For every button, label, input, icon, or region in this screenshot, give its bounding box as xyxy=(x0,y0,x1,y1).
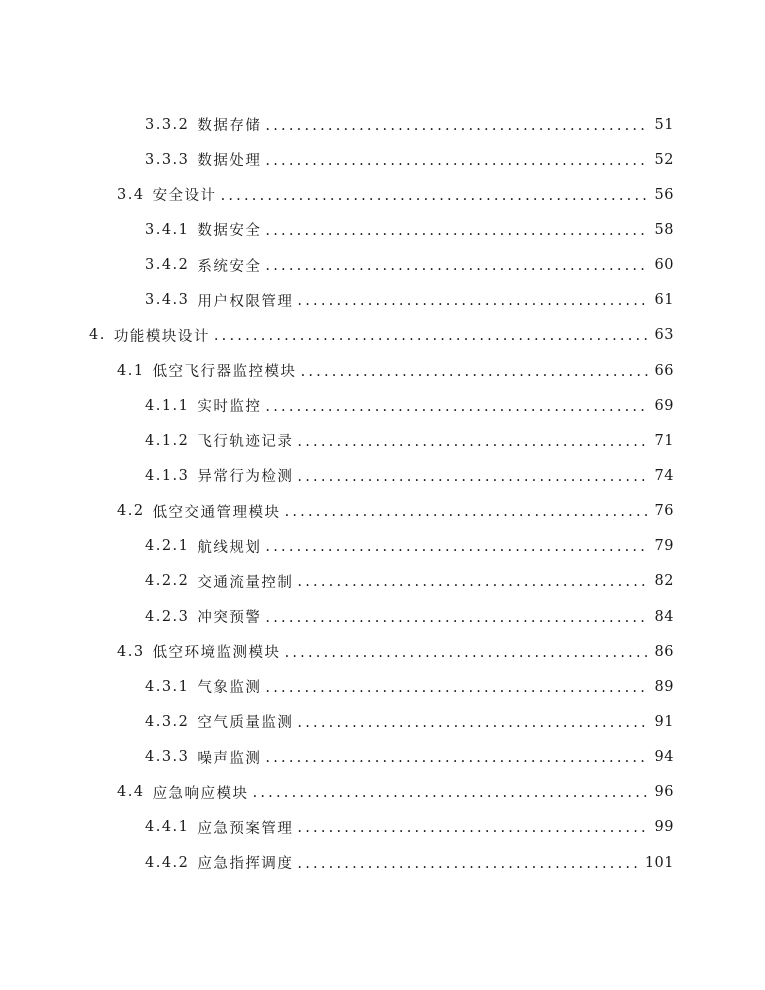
toc-entry-title: 交通流量控制 xyxy=(197,574,294,591)
toc-entry[interactable] xyxy=(0,529,765,564)
toc-entry-number: 4.1.1 xyxy=(145,397,190,414)
toc-dot-leader xyxy=(265,223,648,239)
toc-entry-title: 应急响应模块 xyxy=(152,785,249,802)
toc-entry[interactable] xyxy=(0,248,765,283)
toc-entry-title: 低空环境监测模块 xyxy=(152,645,281,662)
toc-entry-number: 4.3 xyxy=(117,643,145,660)
toc-dot-leader xyxy=(221,188,649,204)
toc-dot-leader xyxy=(285,504,649,520)
toc-entry[interactable] xyxy=(0,740,765,775)
toc-dot-leader xyxy=(253,785,649,801)
toc-entry-title: 功能模块设计 xyxy=(113,328,210,345)
toc-entry[interactable] xyxy=(0,142,765,177)
toc-entry-number: 4.3.2 xyxy=(145,713,190,730)
toc-entry-title: 低空飞行器监控模块 xyxy=(152,364,297,381)
toc-dot-leader xyxy=(265,118,648,134)
toc-dot-leader xyxy=(265,153,648,169)
toc-entry-page-number: 61 xyxy=(654,292,674,309)
toc-entry[interactable] xyxy=(0,423,765,458)
toc-entry-title: 异常行为检测 xyxy=(197,469,294,486)
toc-dot-leader xyxy=(297,293,648,309)
toc-entry-page-number: 82 xyxy=(654,573,674,590)
toc-entry[interactable] xyxy=(0,212,765,247)
toc-dot-leader xyxy=(265,539,648,555)
toc-entry[interactable] xyxy=(0,283,765,318)
toc-entry[interactable] xyxy=(0,704,765,739)
toc-entry[interactable] xyxy=(0,388,765,423)
toc-entry-number: 4.1 xyxy=(117,362,145,379)
toc-dot-leader xyxy=(297,820,648,836)
toc-entry-title: 系统安全 xyxy=(197,258,262,275)
toc-entry[interactable] xyxy=(0,318,765,353)
toc-entry-page-number: 63 xyxy=(654,327,674,344)
toc-dot-leader xyxy=(285,645,649,661)
toc-entry-number: 4.1.2 xyxy=(145,432,190,449)
toc-dot-leader xyxy=(265,750,648,766)
toc-entry-title: 空气质量监测 xyxy=(197,715,294,732)
toc-entry[interactable] xyxy=(0,564,765,599)
toc-entry-number: 3.4.1 xyxy=(145,221,190,238)
toc-entry-number: 4. xyxy=(89,327,106,344)
toc-entry-page-number: 69 xyxy=(654,397,674,414)
toc-entry-title: 数据存储 xyxy=(197,118,262,135)
toc-entry-title: 噪声监测 xyxy=(197,750,262,767)
toc-entry-title: 冲突预警 xyxy=(197,610,262,627)
toc-entry-page-number: 71 xyxy=(654,432,674,449)
toc-entry-page-number: 96 xyxy=(654,784,674,801)
toc-entry-title: 数据安全 xyxy=(197,223,262,240)
toc-entry[interactable] xyxy=(0,599,765,634)
toc-entry-page-number: 74 xyxy=(654,467,674,484)
toc-entry-page-number: 56 xyxy=(654,186,674,203)
toc-entry-number: 4.2.3 xyxy=(145,608,190,625)
toc-dot-leader xyxy=(265,610,648,626)
toc-entry-number: 3.3.2 xyxy=(145,116,190,133)
toc-entry-title: 低空交通管理模块 xyxy=(152,504,281,521)
toc-dot-leader xyxy=(265,258,648,274)
toc-entry-title: 应急预案管理 xyxy=(197,820,294,837)
toc-entry-number: 3.4.2 xyxy=(145,257,190,274)
toc-dot-leader xyxy=(297,574,648,590)
toc-entry[interactable] xyxy=(0,775,765,810)
toc-entry[interactable] xyxy=(0,107,765,142)
toc-entry-number: 4.2.2 xyxy=(145,573,190,590)
toc-entry[interactable] xyxy=(0,634,765,669)
toc-entry-title: 航线规划 xyxy=(197,539,262,556)
toc-entry-page-number: 89 xyxy=(654,678,674,695)
toc-entry-page-number: 51 xyxy=(654,116,674,133)
toc-entry-number: 4.1.3 xyxy=(145,467,190,484)
toc-entry-page-number: 52 xyxy=(654,151,674,168)
toc-entry[interactable] xyxy=(0,494,765,529)
toc-entry-page-number: 60 xyxy=(654,257,674,274)
toc-dot-leader xyxy=(297,434,648,450)
toc-entry-number: 4.3.1 xyxy=(145,678,190,695)
toc-entry-title: 用户权限管理 xyxy=(197,293,294,310)
toc-entry-title: 气象监测 xyxy=(197,680,262,697)
toc-entry[interactable] xyxy=(0,669,765,704)
toc-dot-leader xyxy=(301,364,649,380)
toc-entry-title: 安全设计 xyxy=(152,188,217,205)
toc-entry-page-number: 99 xyxy=(654,819,674,836)
toc-dot-leader xyxy=(214,328,649,344)
toc-dot-leader xyxy=(297,715,648,731)
toc-entry-number: 3.3.3 xyxy=(145,151,190,168)
toc-entry[interactable] xyxy=(0,845,765,880)
toc-entry[interactable] xyxy=(0,353,765,388)
toc-entry-page-number: 76 xyxy=(654,503,674,520)
table-of-contents xyxy=(0,107,765,880)
toc-entry-title: 实时监控 xyxy=(197,399,262,416)
toc-entry-page-number: 94 xyxy=(654,749,674,766)
toc-entry-page-number: 58 xyxy=(654,221,674,238)
toc-entry-title: 飞行轨迹记录 xyxy=(197,434,294,451)
toc-entry[interactable] xyxy=(0,458,765,493)
toc-entry-number: 4.2.1 xyxy=(145,538,190,555)
toc-entry-number: 4.4.1 xyxy=(145,819,190,836)
toc-entry-number: 4.2 xyxy=(117,503,145,520)
toc-entry[interactable] xyxy=(0,810,765,845)
toc-dot-leader xyxy=(265,680,648,696)
toc-entry-title: 应急指挥调度 xyxy=(197,856,294,873)
toc-entry-page-number: 91 xyxy=(654,713,674,730)
toc-entry-page-number: 66 xyxy=(654,362,674,379)
toc-entry-page-number: 79 xyxy=(654,538,674,555)
toc-entry-page-number: 101 xyxy=(644,854,674,871)
toc-entry-number: 4.4.2 xyxy=(145,854,190,871)
toc-dot-leader xyxy=(265,399,648,415)
toc-entry[interactable] xyxy=(0,177,765,212)
toc-entry-number: 4.3.3 xyxy=(145,749,190,766)
toc-entry-number: 4.4 xyxy=(117,784,145,801)
toc-entry-title: 数据处理 xyxy=(197,153,262,170)
toc-entry-number: 3.4 xyxy=(117,186,145,203)
toc-entry-number: 3.4.3 xyxy=(145,292,190,309)
toc-entry-page-number: 84 xyxy=(654,608,674,625)
toc-entry-page-number: 86 xyxy=(654,643,674,660)
toc-dot-leader xyxy=(297,856,638,872)
toc-dot-leader xyxy=(297,469,648,485)
